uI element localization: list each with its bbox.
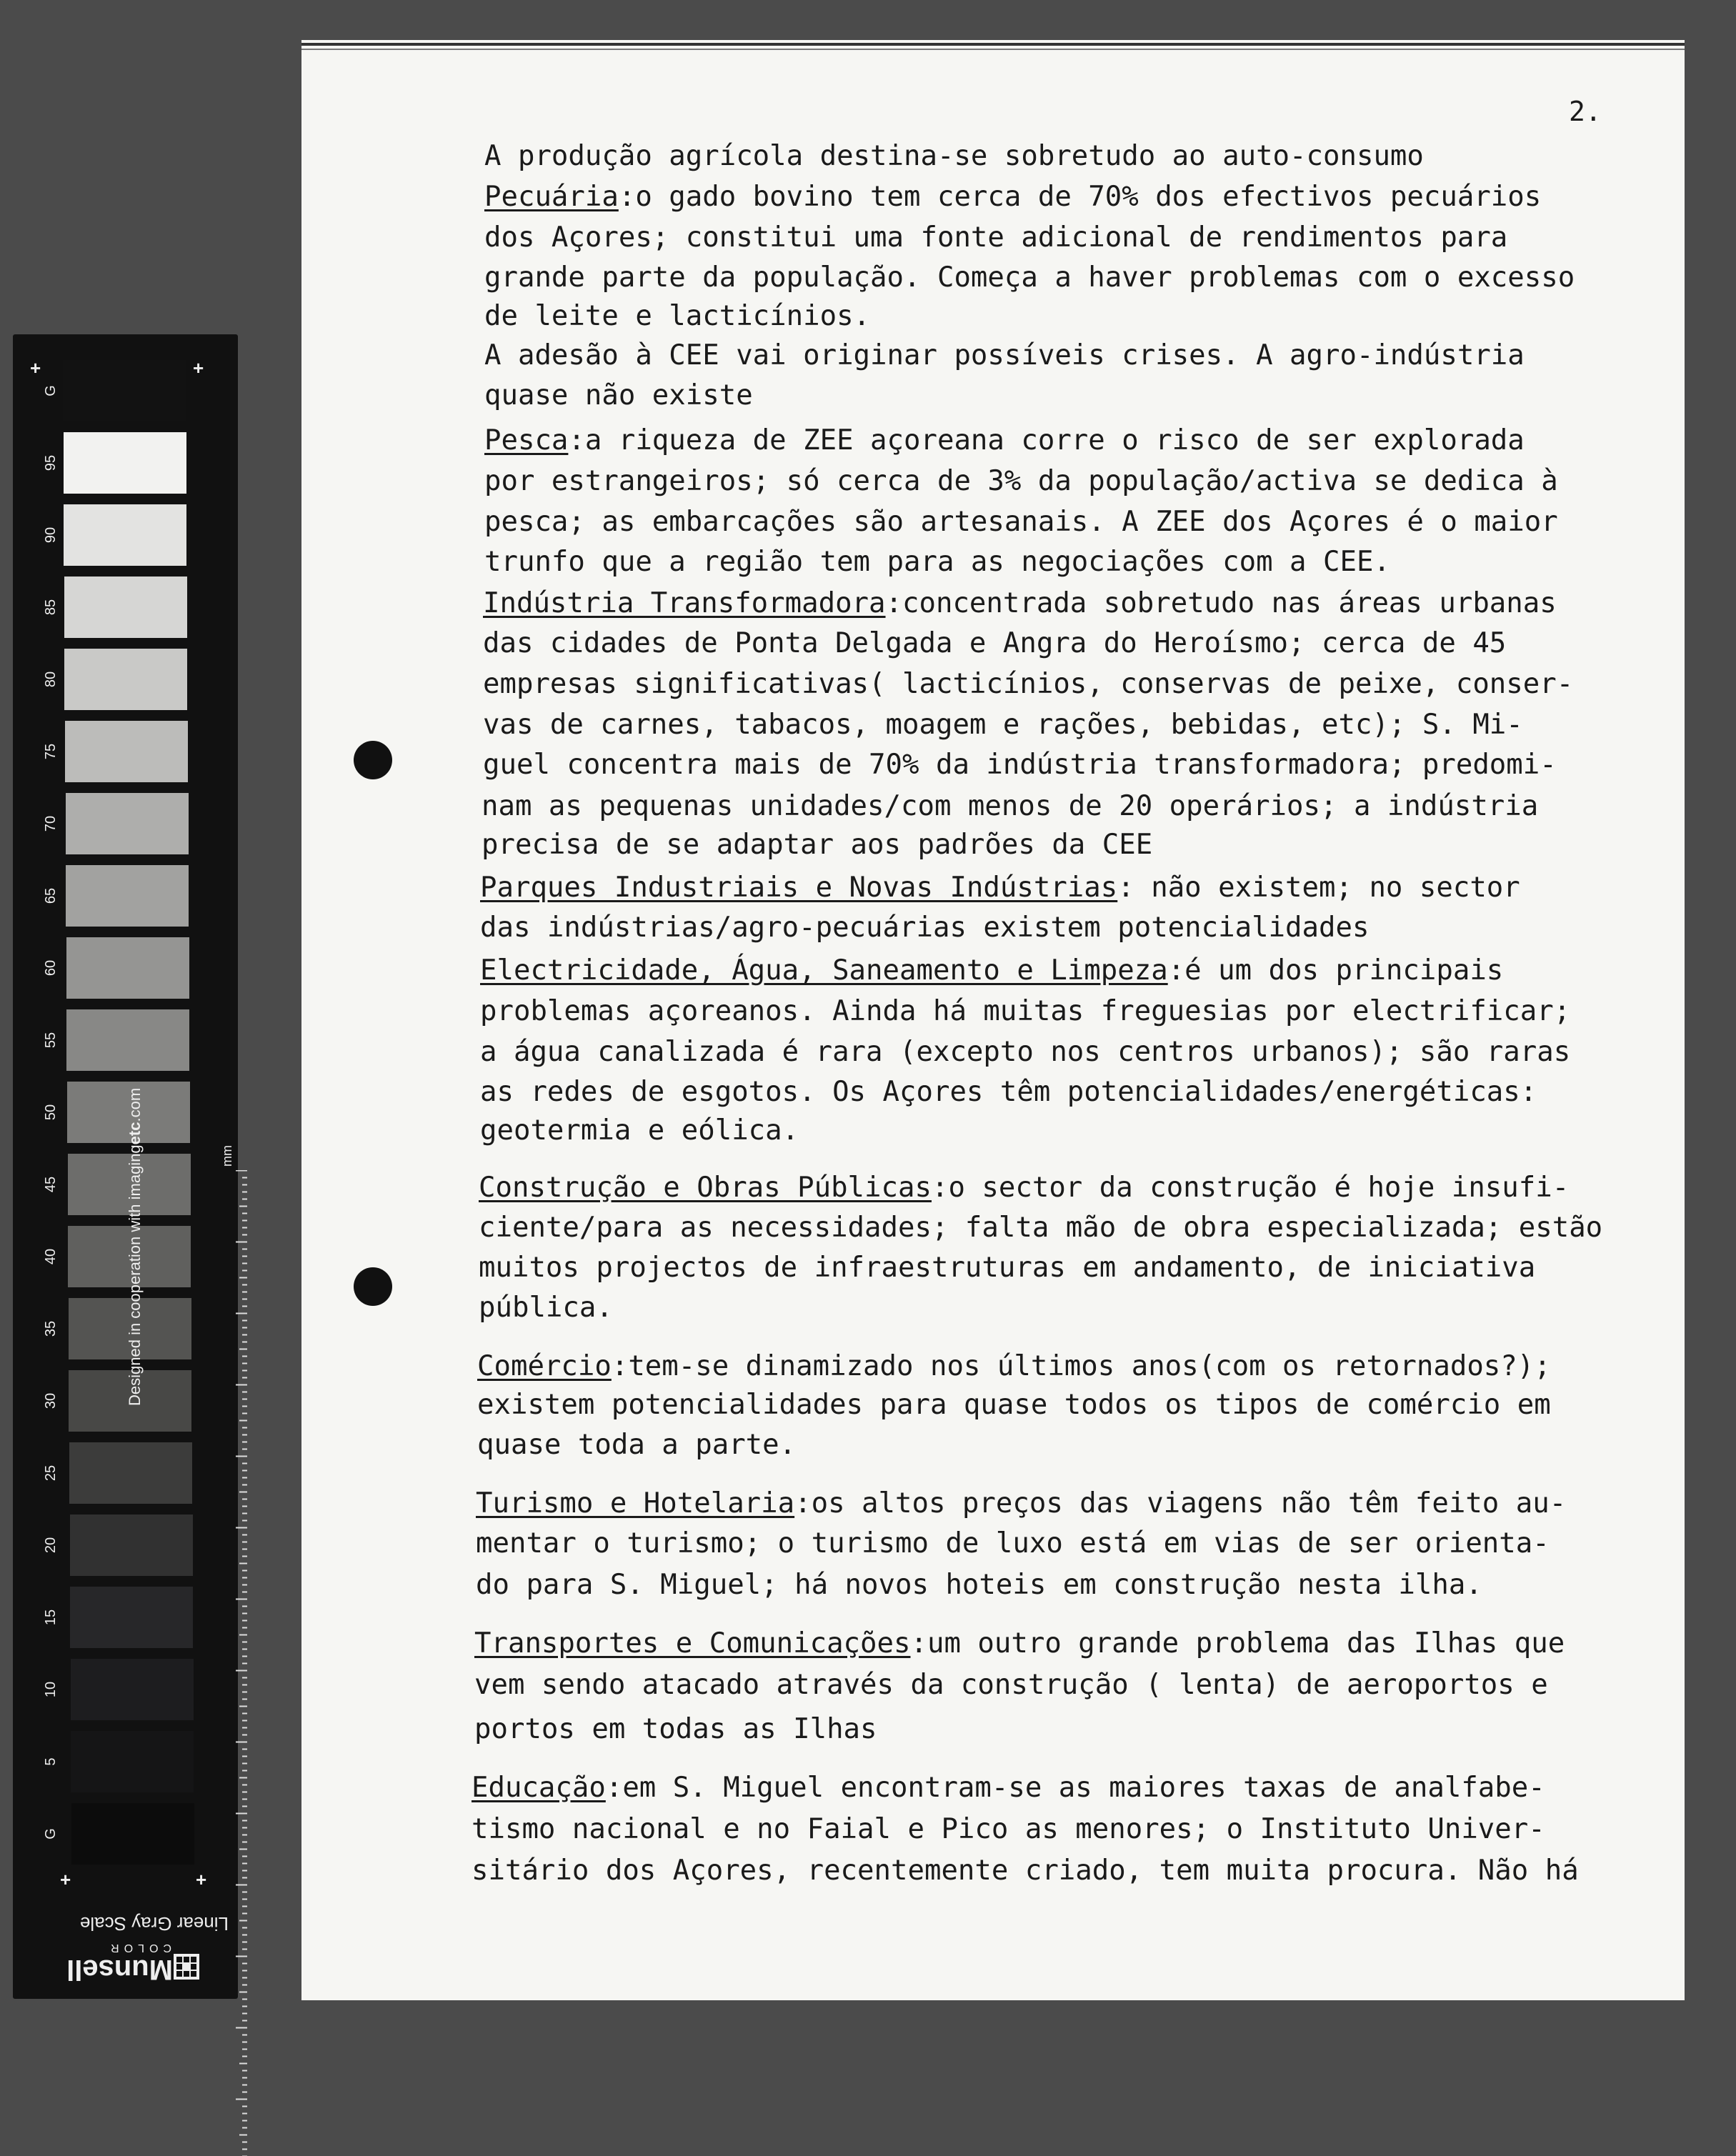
gray-swatch (65, 721, 188, 782)
punch-hole (354, 1267, 392, 1306)
gray-swatch (66, 937, 189, 999)
munsell-logo-icon (174, 1954, 199, 1980)
gray-swatch (71, 1803, 194, 1865)
text-line (480, 872, 1520, 904)
text-run: vem sendo atacado através da construção ( lenta) de aeroportos e (474, 1669, 1548, 1701)
swatch-label: 80 (43, 671, 59, 688)
section-heading: Construção e Obras Públicas (479, 1172, 932, 1204)
text-run: de leite e lacticínios. (484, 300, 871, 332)
text-run: a água canalizada é rara (excepto nos centros urbanos); são raras (480, 1036, 1571, 1068)
text-line (476, 1527, 1550, 1559)
text-run: por estrangeiros; só cerca de 3% da população/activa se dedica à (484, 465, 1558, 497)
text-run: nam as pequenas unidades/com menos de 20 operários; a indústria (482, 790, 1539, 822)
text-run: dos Açores; constitui uma fonte adicional de rendimentos para (484, 221, 1508, 254)
gray-swatch (71, 1659, 194, 1720)
text-run: :concentrada sobretudo nas áreas urbanas (885, 587, 1557, 619)
text-line (474, 1669, 1548, 1701)
section-heading: Electricidade, Água, Saneamento e Limpeza (480, 954, 1168, 987)
text-run: :um outro grande problema das Ilhas que (910, 1627, 1565, 1660)
text-run: :o sector da construção é hoje insufi- (931, 1172, 1570, 1204)
text-line (483, 627, 1506, 659)
text-line (480, 995, 1570, 1027)
text-line (476, 1487, 1566, 1519)
text-line (484, 546, 1390, 578)
mm-ruler (236, 1170, 247, 2156)
text-line (483, 668, 1573, 700)
swatch-label: 95 (43, 454, 59, 471)
brand-sub: COLOR (106, 1942, 171, 1954)
punch-hole (354, 741, 392, 779)
section-heading: Educação (472, 1772, 606, 1804)
text-run: trunfo que a região tem para as negociações com a CEE. (484, 546, 1390, 578)
text-line (479, 1172, 1569, 1204)
section-heading: Pesca (484, 424, 569, 456)
text-run: vas de carnes, tabacos, moagem e rações, bebidas, etc); S. Mi- (483, 709, 1523, 741)
section-heading: Parques Industriais e Novas Indústrias (480, 872, 1118, 904)
text-line (474, 1713, 877, 1745)
plus-mark: + (30, 357, 41, 379)
text-line (484, 506, 1558, 538)
text-run: A adesão à CEE vai originar possíveis crises. A agro-indústria (484, 339, 1525, 371)
section-heading: Comércio (477, 1350, 612, 1382)
text-line (476, 1569, 1482, 1601)
text-line (479, 1252, 1535, 1284)
gray-swatch (70, 1514, 193, 1576)
text-line (484, 379, 753, 411)
text-run: empresas significativas( lacticínios, conservas de peixe, conser- (483, 668, 1574, 700)
text-run: : não existem; no sector (1117, 872, 1520, 904)
text-run: guel concentra mais de 70% da indústria transformadora; predomi- (483, 749, 1557, 781)
gray-swatch (66, 793, 189, 854)
text-line (472, 1855, 1579, 1887)
text-run: ciente/para as necessidades; falta mão de obra especializada; estão (479, 1212, 1603, 1244)
text-run: sitário dos Açores, recentemente criado, tem muita procura. Não há (472, 1855, 1579, 1887)
gray-swatch (63, 360, 186, 421)
gray-swatch (66, 1009, 189, 1071)
text-line (484, 339, 1525, 371)
text-line (482, 829, 1152, 861)
text-line (482, 790, 1538, 822)
text-line (484, 221, 1507, 254)
text-run: mentar o turismo; o turismo de luxo está em vias de ser orienta- (476, 1527, 1550, 1559)
text-run: existem potencialidades para quase todos os tipos de comércio em (477, 1389, 1551, 1421)
plus-mark: + (196, 1869, 207, 1890)
swatch-label: 45 (43, 1176, 59, 1193)
swatch-label: 50 (43, 1104, 59, 1121)
text-run: portos em todas as Ilhas (474, 1713, 877, 1745)
gray-swatch (69, 1442, 192, 1504)
text-line (477, 1429, 796, 1461)
text-run: muitos projectos de infraestruturas em andamento, de iniciativa (479, 1252, 1536, 1284)
plus-mark: + (193, 357, 204, 379)
scale-title: Linear Gray Scale (79, 1913, 229, 1935)
brand-name: Munsell (66, 1954, 173, 1985)
text-run: das cidades de Ponta Delgada e Angra do Heroísmo; cerca de 45 (483, 627, 1507, 659)
text-run: grande parte da população. Começa a haver problemas com o excesso (484, 261, 1575, 294)
text-line (480, 1076, 1537, 1108)
designed-credit: Designed in cooperation with imagingetc.com (126, 1087, 144, 1406)
swatch-label: 25 (43, 1464, 59, 1482)
section-heading: Indústria Transformadora (483, 587, 886, 619)
swatch-label: 85 (43, 599, 59, 616)
gray-swatch (64, 504, 186, 566)
text-line (472, 1772, 1545, 1804)
swatch-label: 40 (43, 1248, 59, 1265)
gray-swatch (70, 1587, 193, 1648)
swatch-label: 65 (43, 887, 59, 904)
text-run: pública. (479, 1292, 613, 1324)
text-run: :o gado bovino tem cerca de 70% dos efectivos pecuários (618, 181, 1542, 213)
section-heading: Pecuária (484, 181, 619, 213)
text-run: :a riqueza de ZEE açoreana corre o risco de ser explorada (568, 424, 1525, 456)
text-line (484, 261, 1575, 294)
text-run: do para S. Miguel; há novos hoteis em construção nesta ilha. (476, 1569, 1482, 1601)
text-run: as redes de esgotos. Os Açores têm potencialidades/energéticas: (480, 1076, 1537, 1108)
text-run: das indústrias/agro-pecuárias existem potencialidades (480, 912, 1370, 944)
gray-scale-card (13, 334, 238, 1999)
gray-swatch (64, 577, 187, 638)
swatch-label: 60 (43, 959, 59, 977)
text-line (477, 1389, 1551, 1421)
mm-label: mm (220, 1145, 234, 1167)
swatch-label: 70 (43, 815, 59, 832)
page-number: 2. (1569, 96, 1602, 127)
text-line (479, 1292, 613, 1324)
text-line (474, 1627, 1565, 1660)
swatch-label: 90 (43, 526, 59, 544)
text-run: :os altos preços das viagens não têm feito au- (794, 1487, 1567, 1519)
text-line (483, 587, 1557, 619)
text-line (484, 424, 1525, 456)
text-run: pesca; as embarcações são artesanais. A ZEE dos Açores é o maior (484, 506, 1558, 538)
text-run: :em S. Miguel encontram-se as maiores taxas de analfabe- (605, 1772, 1545, 1804)
section-heading: Transportes e Comunicações (474, 1627, 911, 1660)
text-run: :tem-se dinamizado nos últimos anos(com os retornados?); (611, 1350, 1551, 1382)
text-line (484, 181, 1541, 213)
text-line (483, 709, 1523, 741)
text-run: quase não existe (484, 379, 753, 411)
swatch-label: G (43, 385, 59, 396)
gray-swatch (64, 649, 187, 710)
swatch-label: 5 (43, 1757, 59, 1766)
swatch-label: 15 (43, 1609, 59, 1626)
text-line (479, 1212, 1602, 1244)
text-run: problemas açoreanos. Ainda há muitas freguesias por electrificar; (480, 995, 1571, 1027)
gray-swatch (66, 865, 189, 927)
gray-swatch (64, 432, 186, 494)
text-line (483, 749, 1557, 781)
text-run: tismo nacional e no Faial e Pico as menores; o Instituto Univer- (472, 1813, 1545, 1845)
swatch-label: 30 (43, 1392, 59, 1409)
plus-mark: + (60, 1869, 71, 1890)
text-line (480, 912, 1369, 944)
text-run: precisa de se adaptar aos padrões da CEE (482, 829, 1153, 861)
text-line (477, 1350, 1551, 1382)
swatch-label: 55 (43, 1032, 59, 1049)
text-run: quase toda a parte. (477, 1429, 797, 1461)
swatch-label: 75 (43, 743, 59, 760)
swatch-label: 35 (43, 1320, 59, 1337)
text-line (480, 1114, 799, 1147)
section-heading: Turismo e Hotelaria (476, 1487, 795, 1519)
text-line (484, 465, 1558, 497)
text-line (484, 140, 1424, 172)
swatch-label: 10 (43, 1681, 59, 1698)
text-run: :é um dos principais (1167, 954, 1504, 987)
text-line (480, 954, 1503, 987)
text-line (472, 1813, 1545, 1845)
text-run: geotermia e eólica. (480, 1114, 799, 1147)
text-line (480, 1036, 1570, 1068)
text-line (484, 300, 870, 332)
swatch-label: 20 (43, 1537, 59, 1554)
gray-swatch (71, 1731, 194, 1792)
page-edge (301, 43, 1685, 46)
text-run: A produção agrícola destina-se sobretudo ao auto-consumo (484, 140, 1424, 172)
swatch-label: G (43, 1828, 59, 1840)
page-edge (301, 49, 1685, 50)
